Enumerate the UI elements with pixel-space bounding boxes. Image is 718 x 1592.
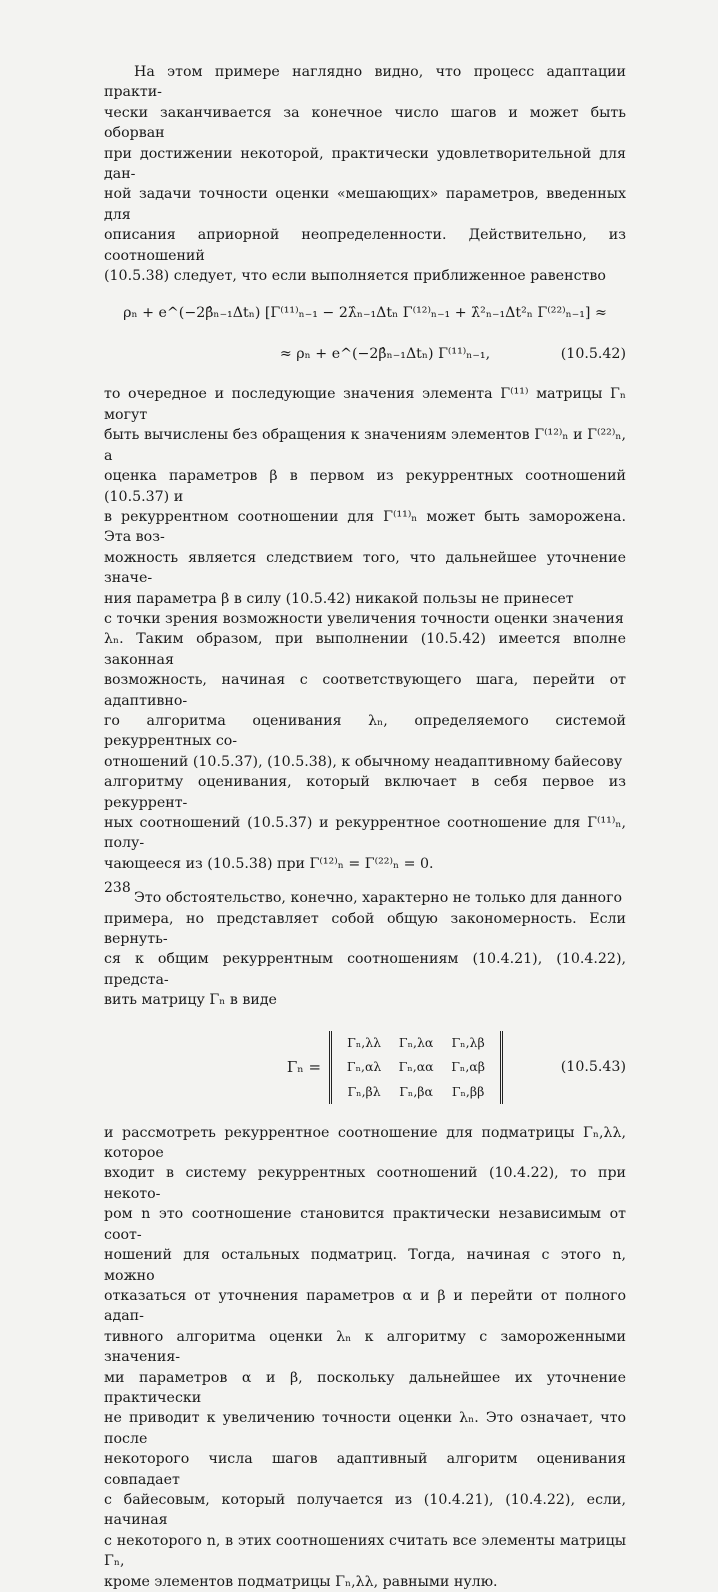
paragraph-1 <box>104 62 626 286</box>
page-number: 238 <box>104 880 131 896</box>
text-line: быть вычислены без обращения к значениям элементов Γ⁽¹²⁾ₙ и Γ⁽²²⁾ₙ, а <box>104 427 626 464</box>
text-line: тивного алгоритма оценки λₙ к алгоритму с замороженными значения- <box>104 1328 626 1366</box>
text-line: оценка параметров β в первом из рекуррентных соотношений (10.5.37) и <box>104 468 626 505</box>
text-line: и рассмотреть рекуррентное соотношение для подматрицы Γₙ,λλ, которое <box>104 1124 626 1162</box>
text-line: ных соотношений (10.5.37) и рекуррентное соотношение для Γ⁽¹¹⁾ₙ, полу- <box>104 815 626 852</box>
equation-10-5-42-line1 <box>104 296 626 330</box>
text-line: можность является следствием того, что дальнейшее уточнение значе- <box>104 549 626 587</box>
equation-10-5-43 <box>104 1027 626 1109</box>
block-matrix <box>329 1031 503 1104</box>
matrix-cell: Γₙ,βα <box>399 1083 433 1099</box>
text-line: алгоритму оценивания, который включает в себя первое из рекуррент- <box>104 774 626 811</box>
matrix-cell: Γₙ,λλ <box>347 1035 382 1051</box>
text-line: λₙ. Таким образом, при выполнении (10.5.42) имеется вполне законная <box>104 631 626 668</box>
equation-number: (10.5.43) <box>560 1059 626 1076</box>
text-line: то очередное и последующие значения элемента Γ⁽¹¹⁾ матрицы Γₙ могут <box>104 386 626 423</box>
text-line: отказаться от уточнения параметров α и β и перейти от полного адап- <box>104 1287 626 1325</box>
text-line: ношений для остальных подматриц. Тогда, начиная с этого n, можно <box>104 1247 626 1284</box>
text-line: некоторого числа шагов адаптивный алгоритм оценивания совпадает <box>104 1451 626 1488</box>
equation-10-5-42-line2 <box>104 334 626 374</box>
text-line: ром n это соотношение становится практически независимым от соот- <box>104 1206 626 1243</box>
text-line: не приводит к увеличению точности оценки λₙ. Это означает, что после <box>104 1410 626 1447</box>
text-line: ми параметров α и β, поскольку дальнейшее их уточнение практически <box>104 1369 626 1406</box>
text-line: ния параметра β в силу (10.5.42) никакой пользы не принесет <box>104 590 574 607</box>
matrix-label: Γₙ = <box>286 1058 322 1077</box>
text-line: с байесовым, который получается из (10.4.21), (10.4.22), если, начиная <box>104 1491 626 1529</box>
matrix-cell: Γₙ,ββ <box>451 1083 485 1099</box>
text-line: в рекуррентном соотношении для Γ⁽¹¹⁾ₙ может быть заморожена. Эта воз- <box>104 508 626 546</box>
paragraph-2 <box>104 384 626 874</box>
text-line: входит в систему рекуррентных соотношений (10.4.22), то при некото- <box>104 1165 626 1202</box>
text-line: Это обстоятельство, конечно, характерно не только для данного <box>134 890 623 907</box>
paragraph-4 <box>104 1123 626 1592</box>
text-line: описания априорной неопределенности. Действительно, из соотношений <box>104 227 626 264</box>
text-line: кроме элементов подматрицы Γₙ,λλ, равными нулю. <box>104 1573 498 1590</box>
equation-text: ≈ ρₙ + e^(−2β̂ₙ₋₁Δtₙ) Γ⁽¹¹⁾ₙ₋₁, <box>279 346 491 363</box>
paragraph-3 <box>104 888 626 1010</box>
text-line: чески заканчивается за конечное число шагов и может быть оборван <box>104 104 626 142</box>
matrix-cell: Γₙ,αλ <box>346 1059 382 1075</box>
text-line: возможность, начиная с соответствующего шага, перейти от адаптивно- <box>104 672 626 709</box>
text-line: На этом примере наглядно видно, что процесс адаптации практи- <box>104 64 626 101</box>
text-line: при достижении некоторой, практически удовлетворительной для дан- <box>104 145 626 183</box>
matrix-cell: Γₙ,αβ <box>451 1059 485 1075</box>
text-line: вить матрицу Γₙ в виде <box>104 992 277 1009</box>
text-line: с точки зрения возможности увеличения точности оценки значения <box>104 610 624 627</box>
text-line: чающееся из (10.5.38) при Γ⁽¹²⁾ₙ = Γ⁽²²⁾ₙ = 0. <box>104 855 434 872</box>
text-line: ся к общим рекуррентным соотношениям (10.4.21), (10.4.22), предста- <box>104 951 626 988</box>
matrix-cell: Γₙ,αα <box>398 1059 434 1075</box>
matrix-cell: Γₙ,λβ <box>451 1035 485 1051</box>
page-body <box>104 62 626 1592</box>
equation-text: ρₙ + e^(−2β̂ₙ₋₁Δtₙ) [Γ⁽¹¹⁾ₙ₋₁ − 2λ̂ₙ₋₁Δtₙ Γ⁽¹²⁾ₙ₋₁ + λ̂²ₙ₋₁Δt²ₙ Γ⁽²²⁾ₙ₋₁] ≈ <box>123 305 607 322</box>
text-line: с некоторого n, в этих соотношениях считать все элементы матрицы Γₙ, <box>104 1532 626 1570</box>
text-line: ной задачи точности оценки «мешающих» параметров, введенных для <box>104 186 626 223</box>
text-line: го алгоритма оценивания λₙ, определяемого системой рекуррентных со- <box>104 712 626 750</box>
text-line: отношений (10.5.37), (10.5.38), к обычному неадаптивному байесову <box>104 753 623 770</box>
text-line: (10.5.38) следует, что если выполняется приближенное равенство <box>104 268 606 285</box>
text-line: примера, но представляет собой общую закономерность. Если вернуть- <box>104 910 626 948</box>
matrix-cell: Γₙ,λα <box>398 1035 434 1051</box>
matrix-cell: Γₙ,βλ <box>347 1083 381 1099</box>
equation-number: (10.5.42) <box>560 346 626 363</box>
